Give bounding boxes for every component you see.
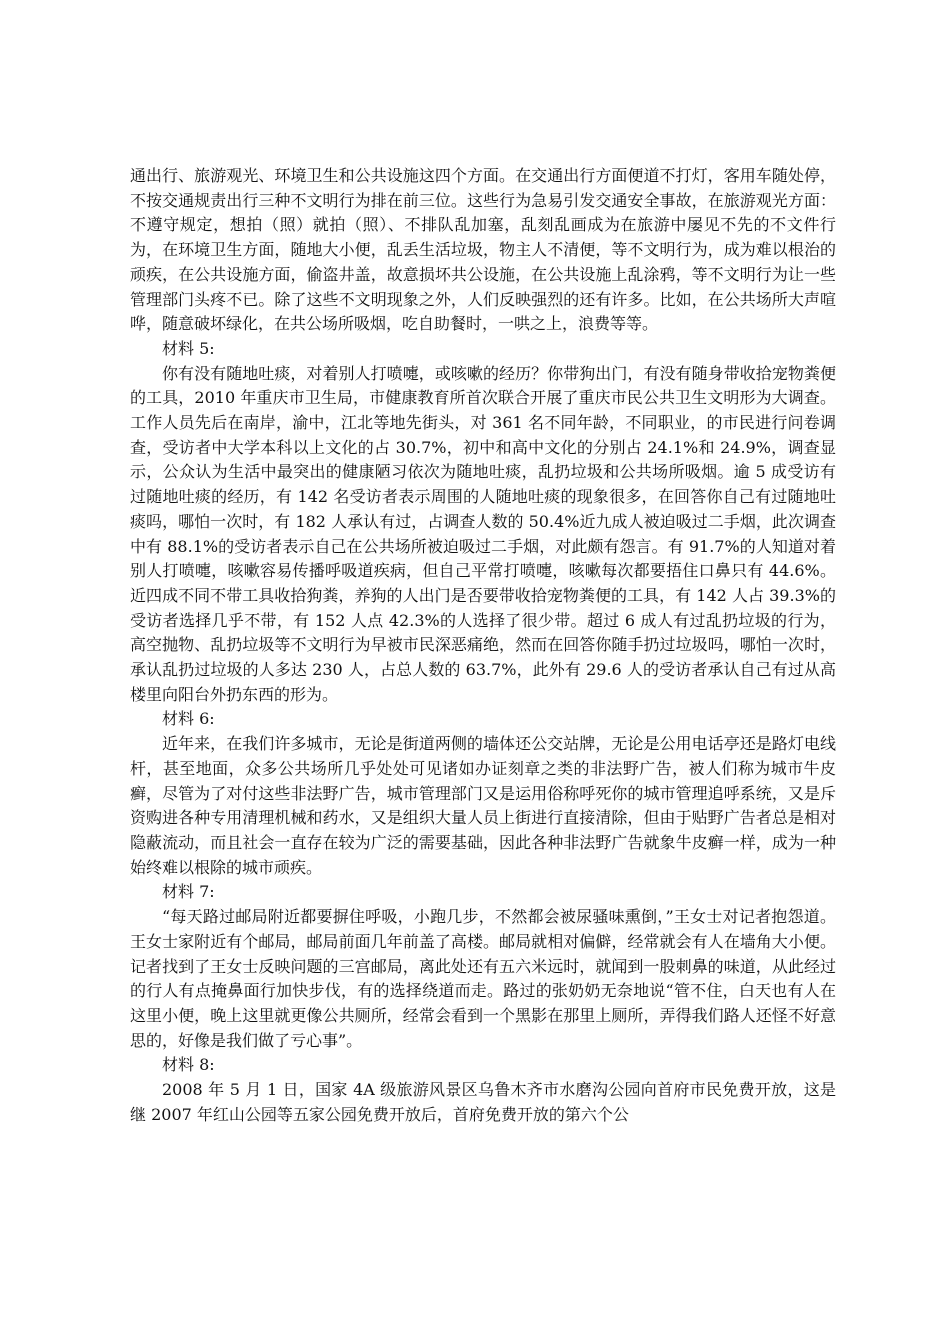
material-7-paragraph: “每天路过邮局附近都要摒住呼吸，小跑几步，不然都会被尿骚味熏倒，”王女士对记者抱怨道。王女士家附近有个邮局，邮局前面几年前盖了高楼。邮局就相对偏僻，经常就会有人在墙角大小便。记者找到了王女士反映问题的三宫邮局，离此处还有五六米远时，就闻到一股刺鼻的味道，从此经过的行人有点掩鼻面行加快步伐，有的选择绕道而走。路过的张奶奶无奈地说“管不住，白天也有人在这里小便，晚上这里就更像公共厕所，经常会看到一个黑影在那里上厕所，弄得我们路人还怪不好意思的，好像是我们做了亏心事”。 [130, 907, 836, 1050]
material-7-heading: 材料 7: [162, 882, 215, 902]
document-page [130, 164, 836, 1127]
material-6-paragraph: 近年来，在我们许多城市，无论是街道两侧的墙体还公交站牌，无论是公用电话亭还是路灯电线杆，甚至地面，众多公共场所几乎处处可见诸如办证刻章之类的非法野广告，被人们称为城市牛皮癣，尽管为了对付这些非法野广告，城市管理部门又是运用俗称呼死你的城市管理追呼系统，又是斥资购进各种专用清理机械和药水，又是组织大量人员上街进行直接清除，但由于贴野广告者总是相对隐蔽流动，而且社会一直存在较为广泛的需要基础，因此各种非法野广告就象牛皮癣一样，成为一种始终难以根除的城市顽疾。 [130, 734, 836, 877]
material-8-heading: 材料 8: [162, 1055, 215, 1075]
material-5-paragraph: 你有没有随地吐痰，对着别人打喷嚏，或咳嗽的经历？你带狗出门，有没有随身带收拾宠物粪便的工具，2010 年重庆市卫生局，市健康教育所首次联合开展了重庆市民公共卫生文明形为大调查。工作人员先后在南岸，渝中，江北等地先街头，对 361 名不同年龄，不同职业，的市民进行问卷调查，受访者中大学本科以上文化的占 30.7%，初中和高中文化的分别占 24.1%和 24.9%，调查显示，公众认为生活中最突出的健康陋习依次为随地吐痰，乱扔垃圾和公共场所吸烟。逾 5 成受访有过随地吐痰的经历，有 142 名受访者表示周围的人随地吐痰的现象很多，在回答你自己有过随地吐痰吗，哪怕一次时，有 182 人承认有过，占调查人数的 50.4%近九成人被迫吸过二手烟，此次调查中有 88.1%的受访者表示自己在公共场所被迫吸过二手烟，对此颇有怨言。有 91.7%的人知道对着别人打喷嚏，咳嗽容易传播呼吸道疾病，但自己平常打喷嚏，咳嗽每次都要捂住口鼻只有 44.6%。近四成不同不带工具收拾狗粪，养狗的人出门是否要带收拾宠物粪便的工具，有 142 人占 39.3%的受访者选择几乎不带，有 152 人点 42.3%的人选择了很少带。超过 6 成人有过乱扔垃圾的行为，高空抛物、乱扔垃圾等不文明行为早被市民深恶痛绝，然而在回答你随手扔过垃圾吗，哪怕一次时，承认乱扔过垃圾的人多达 230 人，占总人数的 63.7%，此外有 29.6 人的受访者承认自己有过从高楼里向阳台外扔东西的形为。 [130, 363, 836, 704]
material-5-heading: 材料 5: [162, 338, 215, 358]
material-6-heading: 材料 6: [162, 709, 215, 729]
material-8-paragraph: 2008 年 5 月 1 日，国家 4A 级旅游风景区乌鲁木齐市水磨沟公园向首府市民免费开放，这是继 2007 年红山公园等五家公园免费开放后，首府免费开放的第六个公 [130, 1080, 836, 1124]
paragraph-continuation: 通出行、旅游观光、环境卫生和公共设施这四个方面。在交通出行方面便道不打灯，客用车随处停，不按交通规责出行三种不文明行为排在前三位。这些行为急易引发交通安全事故，在旅游观光方面：不遵守规定，想拍（照）就拍（照）、不排队乱加塞，乱刻乱画成为在旅游中屡见不先的不文件行为，在环境卫生方面，随地大小便，乱丢生活垃圾，物主人不清便，等不文明行为，成为难以根治的顽疾，在公共设施方面，偷盗井盖，故意损坏共公设施，在公共设施上乱涂鸦，等不文明行为让一些管理部门头疼不已。除了这些不文明现象之外，人们反映强烈的还有许多。比如，在公共场所大声喧哗，随意破坏绿化，在共公场所吸烟，吃自助餐时，一哄之上，浪费等等。 [130, 166, 836, 334]
